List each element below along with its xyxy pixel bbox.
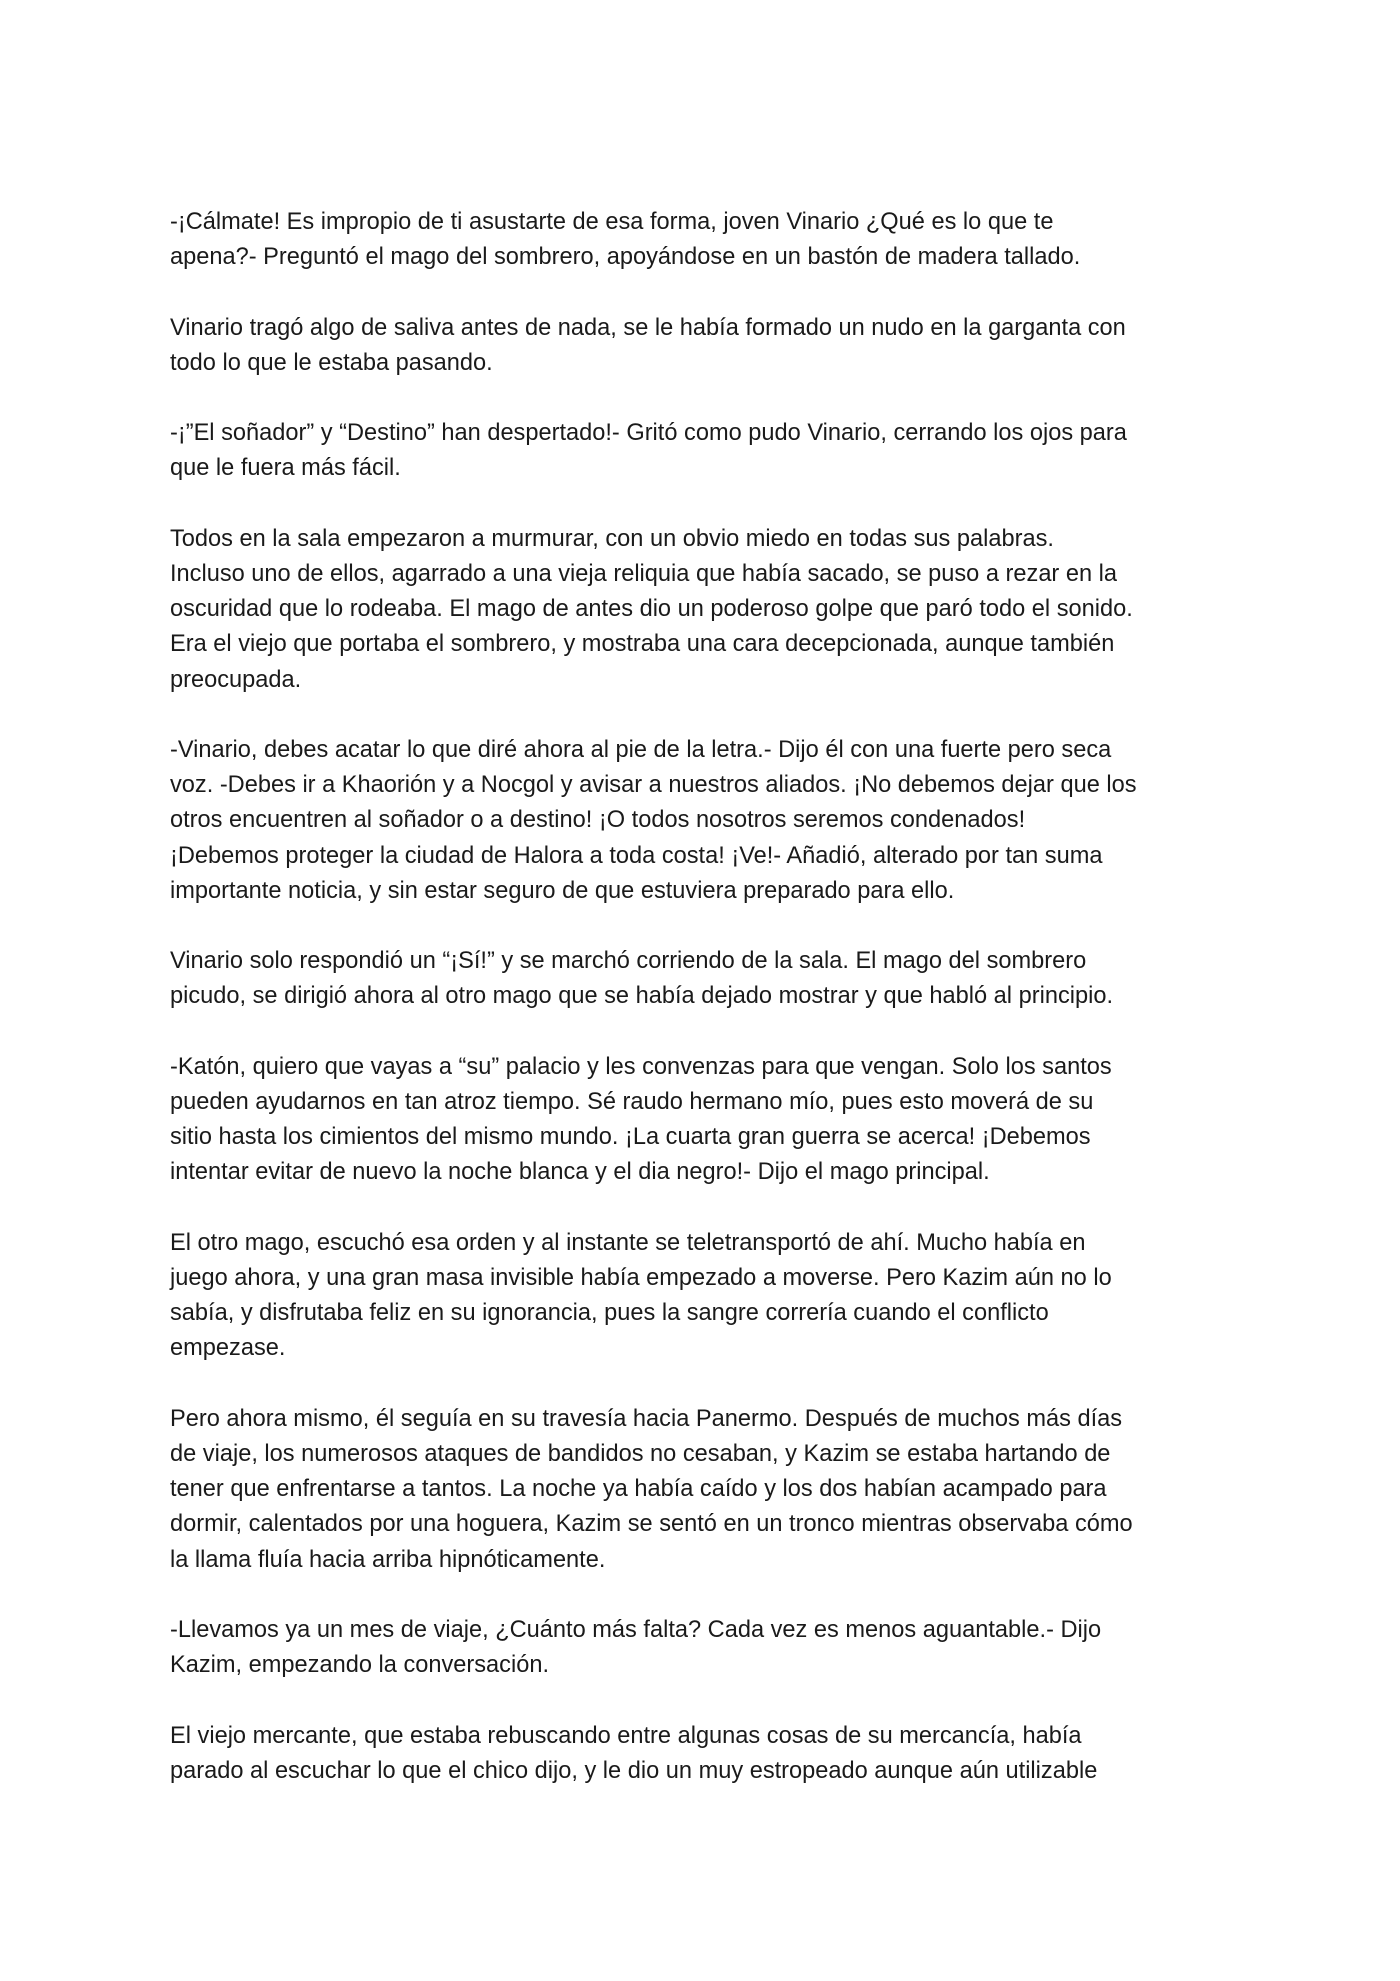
paragraph: -¡”El soñador” y “Destino” han despertado!- Gritó como pudo Vinario, cerrando los ojos para que le fuera más fácil. [170,420,1127,482]
paragraph: Vinario tragó algo de saliva antes de nada, se le había formado un nudo en la garganta con todo lo que le estaba pasando. [170,314,1126,376]
paragraph: -Katón, quiero que vayas a “su” palacio y les convenzas para que vengan. Solo los santos pueden ayudarnos en tan atroz tiempo. Sé raudo hermano mío, pues esto moverá de su sitio hasta los cimientos del mismo mundo. ¡La cuarta gran guerra se acerca! ¡Debemos intentar evitar de nuevo la noche blanca y el dia negro!- Dijo el mago principal. [170,1053,1112,1186]
paragraph: Todos en la sala empezaron a murmurar, con un obvio miedo en todas sus palabras. Incluso uno de ellos, agarrado a una vieja reliquia que había sacado, se puso a rezar en la oscuridad que lo rodeaba. El mago de antes dio un poderoso golpe que paró todo el sonido. Era el viejo que portaba el sombrero, y mostraba una cara decepcionada, aunque también preocupada. [170,525,1133,693]
paragraph: El otro mago, escuchó esa orden y al instante se teletransportó de ahí. Mucho había en juego ahora, y una gran masa invisible había empezado a moverse. Pero Kazim aún no lo sabía, y disfrutaba feliz en su ignorancia, pues la sangre correría cuando el conflicto empezase. [170,1229,1112,1362]
paragraph: -Vinario, debes acatar lo que diré ahora al pie de la letra.- Dijo él con una fuerte pero seca voz. -Debes ir a Khaorión y a Nocgol y avisar a nuestros aliados. ¡No debemos dejar que los otros encuentren al soñador o a destino! ¡O todos nosotros seremos condenados! ¡Debemos proteger la ciudad de Halora a toda costa! ¡Ve!- Añadió, alterado por tan suma importante noticia, y sin estar seguro de que estuviera preparado para ello. [170,736,1137,904]
paragraph: El viejo mercante, que estaba rebuscando entre algunas cosas de su mercancía, había parado al escuchar lo que el chico dijo, y le dio un muy estropeado aunque aún utilizable [170,1722,1098,1784]
document-body [170,205,1240,1824]
paragraph: -Llevamos ya un mes de viaje, ¿Cuánto más falta? Cada vez es menos aguantable.- Dijo Kazim, empezando la conversación. [170,1616,1102,1679]
paragraph: Vinario solo respondió un “¡Sí!” y se marchó corriendo de la sala. El mago del sombrero picudo, se dirigió ahora al otro mago que se había dejado mostrar y que habló al principio. [170,948,1114,1010]
paragraph: -¡Cálmate! Es impropio de ti asustarte de esa forma, joven Vinario ¿Qué es lo que te apena?- Preguntó el mago del sombrero, apoyándose en un bastón de madera tallado. [170,209,1081,271]
paragraph: Pero ahora mismo, él seguía en su travesía hacia Panermo. Después de muchos más días de viaje, los numerosos ataques de bandidos no cesaban, y Kazim se estaba hartando de tener que enfrentarse a tantos. La noche ya había caído y los dos habían acampado para dormir, calentados por una hoguera, Kazim se sentó en un tronco mientras observaba cómo la llama fluía hacia arriba hipnóticamente. [170,1405,1133,1573]
